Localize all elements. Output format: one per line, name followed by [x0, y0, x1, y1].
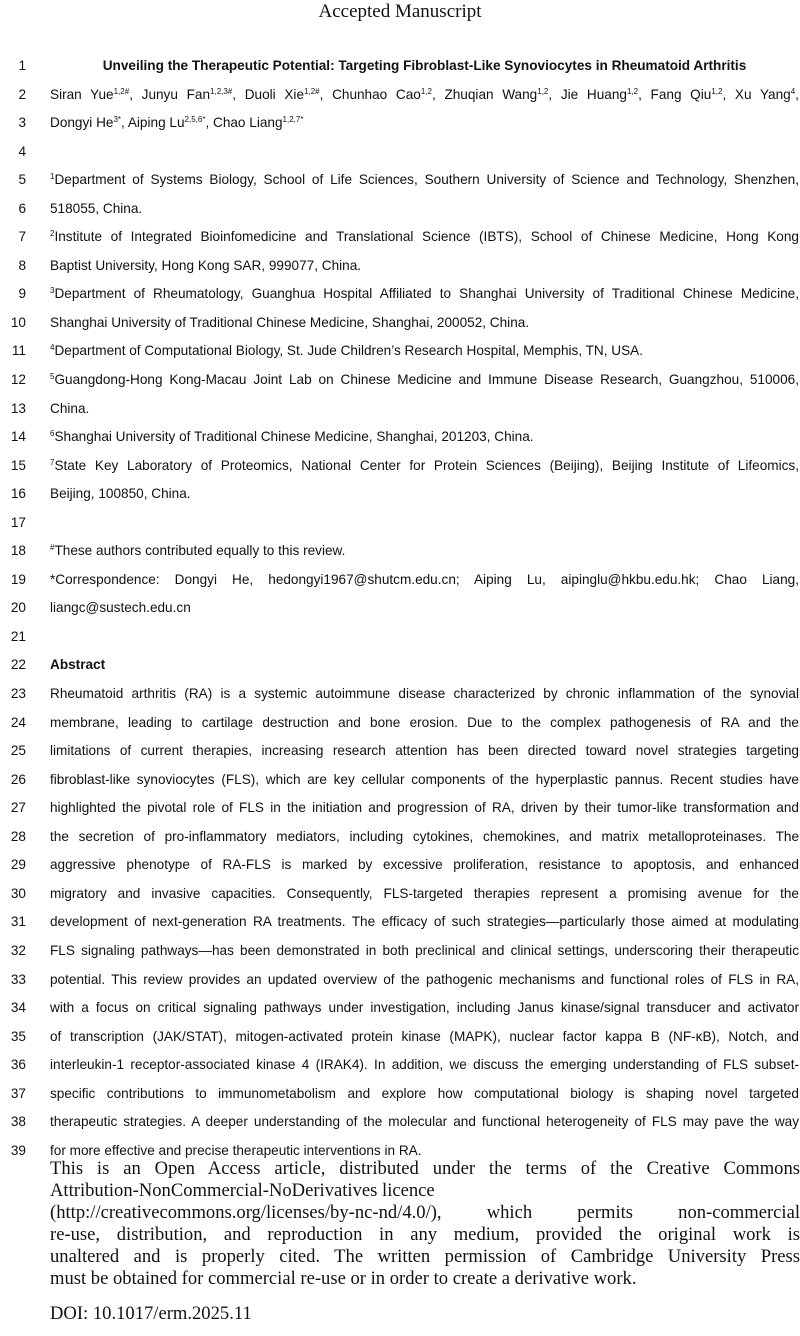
affiliation-marker: 6 [50, 429, 55, 439]
manuscript-line [0, 223, 800, 252]
author-name: Siran Yue [50, 86, 114, 102]
author-name: Zhuqian Wang [444, 86, 538, 102]
line-number: 30 [10, 885, 26, 901]
affiliation-text: Department of Rheumatology, Guanghua Hospital Affiliated to Shanghai University of Traditional Chinese Medicine, [54, 286, 799, 302]
affiliation-5 [50, 366, 799, 395]
abstract-line: for more effective and precise therapeutic interventions in RA. [50, 1142, 422, 1158]
abstract-line: Rheumatoid arthritis (RA) is a systemic autoimmune disease characterized by chronic inflammation of the synovial [50, 686, 799, 702]
line-number: 38 [10, 1114, 26, 1130]
correspondence: *Correspondence: Dongyi He, hedongyi1967@shutcm.edu.cn; Aiping Lu, aipinglu@hkbu.edu.hk; Chao Liang, [50, 571, 799, 587]
license-line: (http://creativecommons.org/licenses/by-nc-nd/4.0/), which permits non-commercial [50, 1202, 800, 1223]
author-affiliation-marker: 1,2 [711, 86, 723, 96]
manuscript-line [0, 509, 800, 538]
manuscript-line [0, 908, 800, 937]
abstract-line: development of next-generation RA treatments. The efficacy of such strategies—particularly those aimed at modulating [50, 914, 799, 930]
line-number: 1 [18, 58, 26, 73]
affiliation-text: Shanghai University of Traditional Chinese Medicine, Shanghai, 201203, China. [54, 429, 534, 445]
manuscript-line [0, 1051, 800, 1080]
affiliation-text: Beijing, 100850, China. [50, 486, 191, 502]
affiliation-7 [50, 452, 799, 481]
manuscript-line [0, 138, 800, 167]
author-name: Duoli Xie [244, 86, 305, 102]
author-separator: , [431, 86, 445, 102]
abstract-line: membrane, leading to cartilage destruction and bone erosion. Due to the complex pathogenesis of RA and the [50, 714, 799, 730]
author-affiliation-marker: 1,2 [626, 86, 639, 96]
line-number: 11 [11, 343, 26, 359]
abstract-line: fibroblast-like synoviocytes (FLS), which are key cellular components of the hyperplastic pannus. Recent studies have [50, 771, 799, 787]
affiliation-text: State Key Laboratory of Proteomics, National Center for Protein Sciences (Beijing), Beijing Institute of Lifeomics, [54, 457, 799, 473]
doi-footer: DOI: 10.1017/erm.2025.11 [50, 1303, 252, 1324]
line-number: 5 [18, 172, 26, 188]
author-affiliation-marker: 3* [113, 115, 122, 125]
line-number: 12 [10, 372, 26, 388]
affiliation-6 [50, 423, 799, 452]
line-number: 24 [10, 714, 26, 730]
author-list [50, 81, 799, 110]
abstract-line: therapeutic strategies. A deeper understanding of the molecular and functional heterogeneity of FLS may pave the way [50, 1114, 799, 1130]
affiliation-3 [50, 280, 799, 309]
affiliation-marker: 7 [50, 457, 55, 467]
abstract-line: specific contributions to immunometabolism and explore how computational biology is shaping novel targeted [50, 1085, 799, 1101]
line-number: 19 [10, 571, 26, 587]
author-name: Jie Huang [560, 86, 627, 102]
manuscript-line [0, 480, 800, 509]
author-name: Aiping Lu [127, 115, 185, 131]
manuscript-line [0, 81, 800, 110]
line-number: 23 [10, 686, 26, 702]
line-number: 26 [10, 771, 26, 787]
manuscript-line [0, 794, 800, 823]
line-number: 22 [10, 657, 26, 673]
abstract-line: of transcription (JAK/STAT), mitogen-activated protein kinase (MAPK), nuclear factor kappa B (NF-κB), Notch, and [50, 1028, 799, 1044]
author-separator: , [638, 86, 651, 102]
author-affiliation-marker: 1,2# [113, 86, 130, 96]
abstract-line: migratory and invasive capacities. Consequently, FLS-targeted therapies represent a promising avenue for the [50, 885, 799, 901]
affiliation-text: 518055, China. [50, 200, 143, 216]
line-number: 8 [18, 257, 26, 273]
license-line: must be obtained for commercial re-use or in order to create a derivative work. [50, 1268, 637, 1289]
line-number: 32 [10, 942, 26, 958]
line-number: 25 [10, 743, 26, 759]
line-number: 27 [10, 800, 26, 816]
manuscript-line [0, 537, 800, 566]
line-number: 21 [10, 628, 26, 644]
author-affiliation-marker: 1,2 [537, 86, 549, 96]
author-affiliation-marker: 1,2 [420, 86, 432, 96]
line-number: 2 [18, 86, 26, 102]
author-list-continued [50, 109, 799, 138]
line-number: 31 [10, 914, 26, 930]
author-name: Xu Yang [734, 86, 791, 102]
correspondence-email: liangc@sustech.edu.cn [50, 600, 191, 616]
author-separator: , [319, 86, 333, 102]
abstract-heading: Abstract [50, 657, 106, 673]
abstract-line: potential. This review provides an updated overview of the pathogenic mechanisms and functional roles of FLS in RA, [50, 971, 799, 987]
manuscript-line [0, 395, 800, 424]
line-number: 7 [18, 229, 26, 245]
running-header: Accepted Manuscript [318, 1, 482, 22]
line-number: 18 [10, 543, 26, 559]
line-number: 39 [10, 1142, 26, 1158]
affiliation-text: Guangdong-Hong Kong-Macau Joint Lab on Chinese Medicine and Immune Disease Research, Guangzhou, 510006, [54, 372, 799, 388]
manuscript-line [0, 937, 800, 966]
author-separator: , [548, 86, 561, 102]
affiliation-text: Institute of Integrated Bioinfomedicine and Translational Science (IBTS), School of Chinese Medicine, Hong Kong [54, 229, 799, 245]
license-line: unaltered and is properly cited. The written permission of Cambridge University Press [50, 1246, 800, 1267]
affiliation-marker: 2 [50, 229, 55, 239]
line-number: 29 [10, 857, 26, 873]
author-name: Junyu Fan [141, 86, 211, 102]
manuscript-body [0, 52, 800, 1165]
author-separator: , [129, 86, 142, 102]
manuscript-line [0, 966, 800, 995]
affiliation-marker: 3 [50, 286, 55, 296]
manuscript-line [0, 709, 800, 738]
line-number: 15 [10, 457, 26, 473]
affiliation-text: Baptist University, Hong Kong SAR, 999077, China. [50, 257, 362, 273]
manuscript-line [0, 252, 800, 281]
line-number: 14 [10, 429, 26, 445]
manuscript-line [0, 737, 800, 766]
author-separator: , [232, 86, 245, 102]
affiliation-2 [50, 223, 799, 252]
author-affiliation-marker: 2,5,6* [184, 115, 206, 125]
line-number: 6 [18, 200, 26, 216]
abstract-line: highlighted the pivotal role of FLS in the initiation and progression of RA, driven by their tumor-like transformation and [50, 800, 799, 816]
manuscript-line [0, 280, 800, 309]
author-name: Fang Qiu [650, 86, 712, 102]
equal-contribution-marker: # [50, 543, 55, 553]
affiliation-marker: 1 [50, 172, 55, 182]
abstract-line: with a focus on critical signaling pathways under investigation, including Janus kinase/signal transducer and activator [50, 1000, 799, 1016]
manuscript-line [0, 623, 800, 652]
manuscript-line [0, 766, 800, 795]
manuscript-line [0, 566, 800, 595]
manuscript-line [0, 1023, 800, 1052]
equal-contribution-text: These authors contributed equally to this review. [54, 543, 346, 559]
line-number: 33 [10, 971, 26, 987]
manuscript-line [0, 994, 800, 1023]
manuscript-line [0, 680, 800, 709]
manuscript-line [0, 851, 800, 880]
line-number: 10 [10, 314, 26, 330]
affiliation-4 [50, 337, 799, 366]
equal-contribution-note [50, 537, 799, 566]
affiliation-1 [50, 166, 799, 195]
line-number: 4 [18, 143, 26, 159]
manuscript-line [0, 1080, 800, 1109]
line-number: 28 [10, 828, 26, 844]
abstract-line: FLS signaling pathways—has been demonstrated in both preclinical and clinical settings, underscoring their therapeutic [50, 942, 799, 958]
license-line: Attribution-NonCommercial-NoDerivatives licence [50, 1180, 435, 1201]
line-number: 34 [10, 1000, 26, 1016]
license-statement [50, 1158, 800, 1290]
manuscript-line [0, 166, 800, 195]
author-name: Chunhao Cao [332, 86, 421, 102]
manuscript-line [0, 109, 800, 138]
author-affiliation-marker: 1,2# [304, 86, 320, 96]
manuscript-line [0, 309, 800, 338]
affiliation-marker: 5 [50, 372, 55, 382]
author-affiliation-marker: 4 [790, 86, 796, 96]
license-line: re-use, distribution, and reproduction in any medium, provided the original work is [50, 1224, 800, 1245]
manuscript-line [0, 594, 800, 623]
line-number: 16 [10, 486, 26, 502]
line-number: 35 [10, 1028, 26, 1044]
line-number: 17 [10, 514, 26, 530]
line-number: 13 [10, 400, 26, 416]
affiliation-text: Shanghai University of Traditional Chinese Medicine, Shanghai, 200052, China. [50, 314, 530, 330]
author-name: Chao Liang [213, 115, 283, 131]
author-separator: , [795, 86, 799, 102]
line-number: 37 [10, 1085, 26, 1101]
line-number: 36 [10, 1057, 26, 1073]
line-number: 3 [18, 115, 26, 131]
manuscript-line [0, 452, 800, 481]
abstract-line: aggressive phenotype of RA-FLS is marked by excessive proliferation, resistance to apoptosis, and enhanced [50, 857, 799, 873]
manuscript-line [0, 1108, 800, 1137]
affiliation-text: Department of Computational Biology, St. Jude Children’s Research Hospital, Memphis, TN, USA. [54, 343, 644, 359]
line-number: 9 [18, 286, 26, 302]
manuscript-line [0, 52, 800, 81]
author-separator: , [722, 86, 735, 102]
manuscript-line [0, 880, 800, 909]
affiliation-marker: 4 [50, 343, 55, 353]
author-separator: , [205, 115, 213, 131]
abstract-line: limitations of current therapies, increasing research attention has been directed toward novel strategies targeting [50, 743, 799, 759]
license-line: This is an Open Access article, distributed under the terms of the Creative Commons [50, 1158, 800, 1179]
article-title: Unveiling the Therapeutic Potential: Targeting Fibroblast-Like Synoviocytes in Rheumatoid Arthritis [102, 58, 747, 73]
manuscript-line [0, 423, 800, 452]
author-separator: , [121, 115, 128, 131]
manuscript-line [0, 337, 800, 366]
author-name: Dongyi He [50, 115, 114, 131]
abstract-line: the secretion of pro-inflammatory mediators, including cytokines, chemokines, and matrix metalloproteinases. The [50, 828, 799, 844]
affiliation-text: Department of Systems Biology, School of Life Sciences, Southern University of Science and Technology, Shenzhen, [54, 172, 799, 188]
affiliation-text: China. [50, 400, 90, 416]
abstract-line: interleukin-1 receptor-associated kinase 4 (IRAK4). In addition, we discuss the emerging understanding of FLS subset- [50, 1057, 799, 1073]
author-affiliation-marker: 1,2,7* [282, 115, 304, 125]
manuscript-line [0, 823, 800, 852]
manuscript-line [0, 366, 800, 395]
manuscript-line [0, 195, 800, 224]
line-number: 20 [10, 600, 26, 616]
author-affiliation-marker: 1,2,3# [210, 86, 233, 96]
manuscript-line [0, 651, 800, 680]
